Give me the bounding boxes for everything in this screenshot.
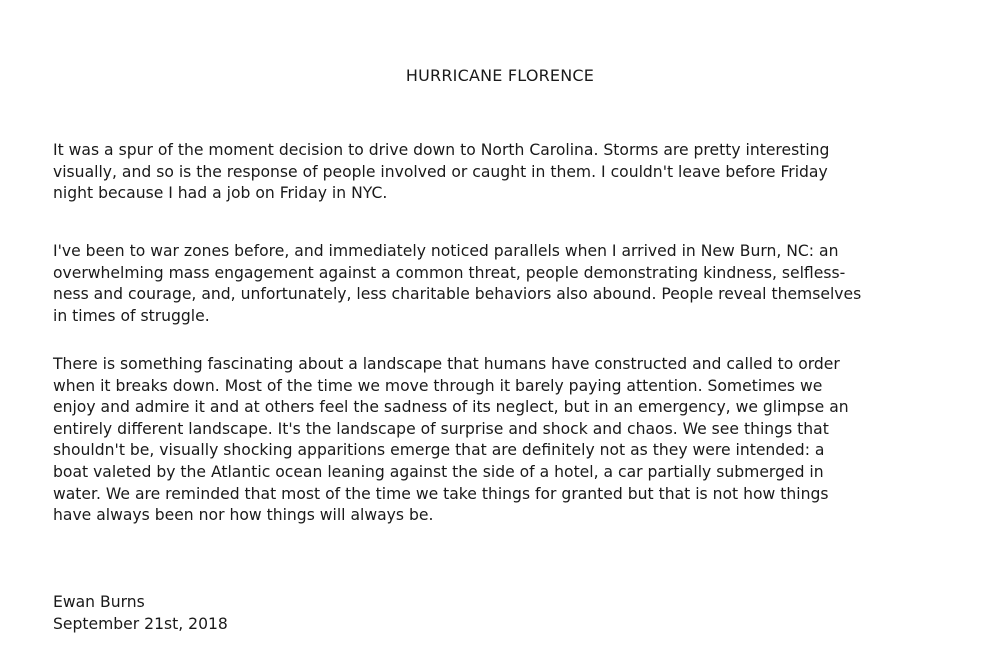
document-title: HURRICANE FLORENCE (405, 66, 595, 85)
paragraph-3: There is something fascinating about a landscape that humans have constructed and called to order when it breaks down. Most of the time we move through it barely paying attention. Sometimes we enjoy and admire it and at others feel the sadness of its neglect, but in an emergency, we glimpse an entirely different landscape. It's the landscape of surprise and shock and chaos. We see things that shouldn't be, visually shocking apparitions emerge that are definitely not as they were intended: a boat valeted by the Atlantic ocean leaning against the side of a hotel, a car partially submerged in water. We are reminded that most of the time we take things for granted but that is not how things have always been nor how things will always be. (53, 355, 849, 525)
paragraph-1: It was a spur of the moment decision to drive down to North Carolina. Storms are pretty interesting visually, and so is the response of people involved or caught in them. I couldn't leave before Friday night because I had a job on Friday in NYC. (53, 141, 830, 203)
signature-name: Ewan Burns (53, 593, 145, 611)
paragraph-2: I've been to war zones before, and immediately noticed parallels when I arrived in New Burn, NC: an overwhelming mass engagement against a common threat, people demonstrating kindness, selfless- ness and courage, and, unfortunately, less charitable behaviors also abound. People reveal themselves in times of struggle. (53, 242, 862, 325)
signature-date: September 21st, 2018 (53, 615, 228, 633)
